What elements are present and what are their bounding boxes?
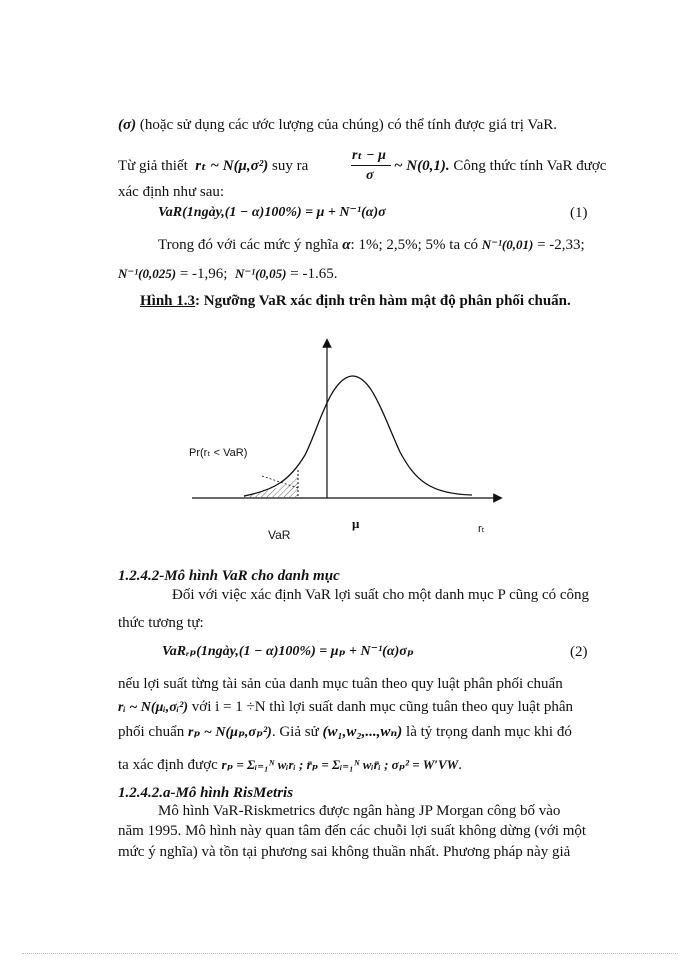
formula: rᵢ ~ N(μᵢ,σᵢ²) [118,700,189,715]
formula: N⁻¹(0,05) [234,266,287,281]
var-label: VaR [268,528,291,542]
paragraph-line [118,756,462,774]
caption-text: : Ngưỡng VaR xác định trên hàm mật độ phân phối chuẩn. [195,293,571,309]
paragraph-text: : 1%; 2,5%; 5% ta có [350,237,479,253]
equation-2: VaRᵣₚ(1ngày,(1 − α)100%) = μₚ + N⁻¹(α)σₚ [162,644,414,659]
density-curve [244,376,472,496]
paragraph-text: phối chuẩn [118,724,185,740]
alpha-symbol: α [342,237,351,253]
paragraph-text: = -2,33; [537,237,585,253]
fraction-denominator: σ [366,168,374,183]
paragraph-text: là tỷ trọng danh mục khi đó [406,724,572,740]
equation-number: (2) [570,644,588,660]
rt-label: rₜ [478,523,485,535]
formula: ~ N(0,1). [394,158,450,174]
section-heading: 1.2.4.2.a-Mô hình RisMetris [118,785,294,801]
fraction-numerator: rₜ − μ [352,148,386,163]
paragraph-text: (hoặc sử dụng các ước lượng của chúng) có thể tính được giá trị VaR. [139,117,558,133]
paragraph-line [118,698,573,717]
section-heading: 1.2.4.2-Mô hình VaR cho danh mục [118,568,340,584]
paragraph-text: Từ giả thiết [118,158,188,174]
formula: rₚ = Σᵢ₌₁ᴺ wᵢrᵢ ; r̄ₚ = Σᵢ₌₁ᴺ wᵢr̄ᵢ ; σₚ² = W′VW [221,757,459,772]
paragraph-text: năm 1995. Mô hình này quan tâm đến các chuỗi lợi suất không dừng (với một [118,823,587,839]
caption-label: Hình 1.3 [140,293,196,309]
page-divider [22,953,678,954]
formula: rₚ ~ N(μₚ,σₚ²) [187,725,272,740]
paragraph-text: xác định như sau: [118,184,225,200]
formula-r: r [195,158,202,174]
paragraph-text: thức tương tự: [118,615,204,631]
mu-label: μ [352,516,360,531]
paragraph-text: với i = 1 ÷N thì lợi suất danh mục cũng tuân theo quy luật phân [191,699,574,715]
paragraph-line [118,723,572,742]
paragraph-text: = -1.65. [290,266,338,282]
paragraph-text: Đối với việc xác định VaR lợi suất cho một danh mục P cũng có công [172,587,590,603]
formula-dist: ₜ ~ N(μ,σ²) [201,158,269,174]
equation-1: VaR(1ngày,(1 − α)100%) = μ + N⁻¹(α)σ [158,205,386,220]
paragraph-text: nếu lợi suất từng tài sản của danh mục tuân theo quy luật phân phối chuẩn [118,676,563,692]
formula: N⁻¹(0,025) [118,266,177,281]
paragraph-text: . Giả sử [271,724,319,740]
paragraph-text: = -1,96; [179,266,228,282]
formula: N⁻¹(0,01) [481,237,534,252]
paragraph-text: suy ra [271,158,309,174]
paragraph-text: mức ý nghĩa) và tồn tại phương sai không thuần nhất. Phương pháp này giả [118,844,571,860]
paragraph-text: Mô hình VaR-Riskmetrics được ngân hàng JP Morgan công bố vào [158,803,561,819]
paragraph-text: . [458,757,462,773]
formula: (w₁,w₂,...,wₙ) [322,724,403,740]
paragraph-text: ta xác định được [118,757,218,773]
prob-label: Pr(rₜ < VaR) [189,447,248,459]
paragraph-text: Trong đó với các mức ý nghĩa [158,237,339,253]
sigma-symbol: (σ) [118,117,137,133]
paragraph-text: Công thức tính VaR được [453,158,607,174]
equation-number: (1) [570,205,588,221]
